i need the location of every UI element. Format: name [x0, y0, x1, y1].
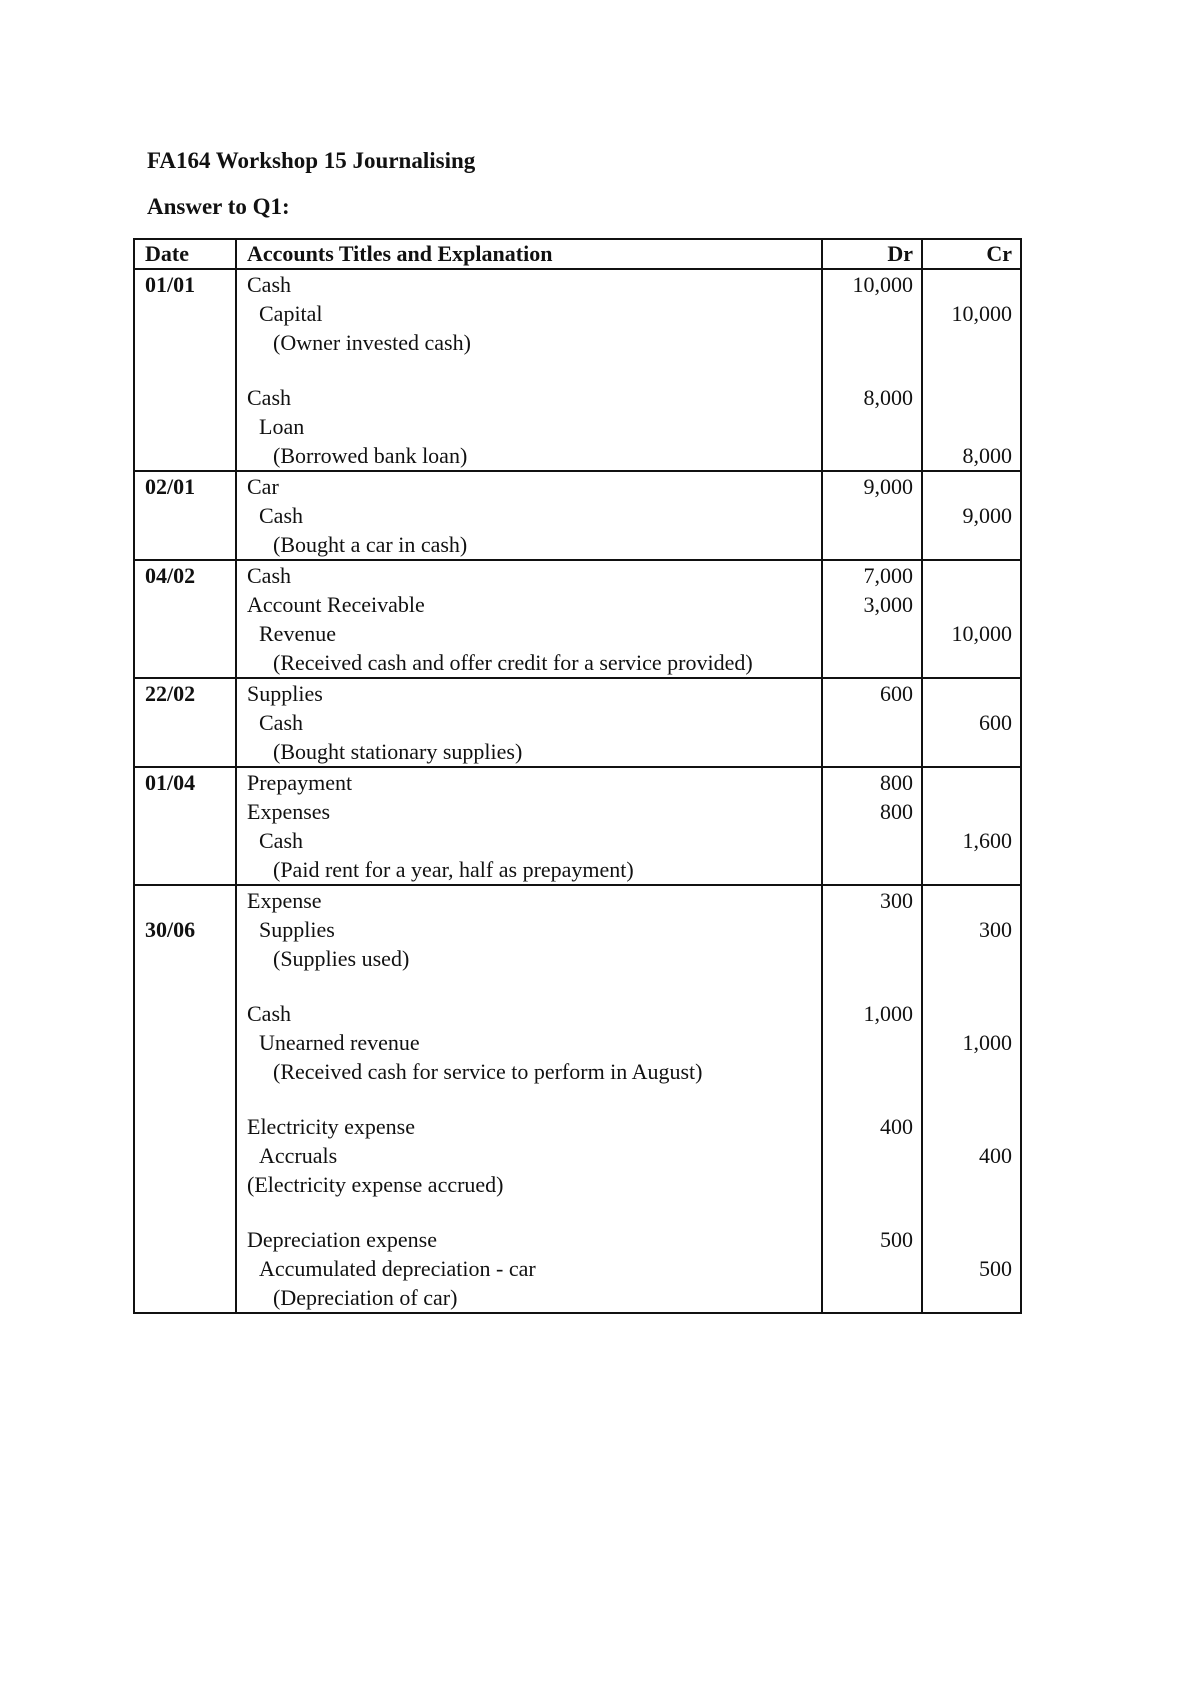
debit-amount: 7,000	[863, 563, 913, 588]
date-spacer	[145, 708, 235, 737]
journal-entry-row	[135, 470, 1020, 559]
entry-dr-cell	[823, 886, 923, 1312]
credit-amount	[923, 1086, 1012, 1112]
debit-amount	[823, 619, 913, 648]
entry-narration: (Owner invested cash)	[273, 330, 471, 355]
account-title: Cash	[259, 828, 303, 853]
debit-amount	[823, 826, 913, 855]
debit-amount	[823, 1057, 913, 1086]
account-title: Cash	[247, 385, 291, 410]
debit-amount	[823, 530, 913, 559]
date-spacer	[145, 886, 235, 915]
credit-amount	[923, 357, 1012, 383]
account-title: Revenue	[259, 621, 336, 646]
credit-amount: 1,000	[962, 1030, 1012, 1055]
credit-amount: 9,000	[962, 503, 1012, 528]
entry-cr-cell	[923, 679, 1020, 766]
date-spacer	[145, 441, 235, 470]
entry-accounts-cell	[237, 768, 823, 884]
credit-amount	[923, 1199, 1012, 1225]
credit-amount	[923, 886, 1012, 915]
credit-amount	[923, 679, 1012, 708]
debit-amount: 500	[880, 1227, 913, 1252]
entry-dr-cell	[823, 679, 923, 766]
date-spacer	[145, 855, 235, 884]
account-title: Supplies	[247, 681, 323, 706]
debit-amount: 600	[880, 681, 913, 706]
credit-amount: 10,000	[951, 621, 1012, 646]
entry-date: 01/04	[145, 770, 196, 795]
date-spacer	[145, 299, 235, 328]
entry-date-cell	[135, 561, 237, 677]
date-spacer	[145, 328, 235, 357]
debit-amount	[823, 1254, 913, 1283]
entry-cr-cell	[923, 472, 1020, 559]
date-spacer	[145, 1112, 235, 1141]
entry-dr-cell	[823, 561, 923, 677]
header-accounts: Accounts Titles and Explanation	[237, 240, 823, 268]
account-title: Depreciation expense	[247, 1227, 437, 1252]
date-spacer	[145, 1225, 235, 1254]
debit-amount	[823, 944, 913, 973]
debit-amount	[823, 1028, 913, 1057]
date-spacer	[145, 999, 235, 1028]
date-spacer	[145, 826, 235, 855]
credit-amount: 8,000	[962, 443, 1012, 468]
account-title: Car	[247, 474, 279, 499]
entry-dr-cell	[823, 270, 923, 470]
credit-amount: 1,600	[962, 828, 1012, 853]
credit-amount	[923, 270, 1012, 299]
account-title: Cash	[259, 503, 303, 528]
date-spacer	[145, 357, 235, 383]
account-title: Supplies	[259, 917, 335, 942]
entry-date-cell	[135, 270, 237, 470]
debit-amount	[823, 737, 913, 766]
entry-narration: (Supplies used)	[273, 946, 410, 971]
debit-amount: 8,000	[863, 385, 913, 410]
date-spacer	[145, 1283, 235, 1312]
credit-amount	[923, 648, 1012, 677]
debit-amount: 10,000	[852, 272, 913, 297]
entry-cr-cell	[923, 561, 1020, 677]
credit-amount	[923, 590, 1012, 619]
account-title: Cash	[247, 1001, 291, 1026]
entry-cr-cell	[923, 886, 1020, 1312]
credit-amount: 300	[979, 917, 1012, 942]
entry-accounts-cell	[237, 270, 823, 470]
journal-entry-row	[135, 268, 1020, 470]
credit-amount	[923, 797, 1012, 826]
account-title: (Electricity expense accrued)	[247, 1172, 504, 1197]
entry-accounts-cell	[237, 561, 823, 677]
debit-amount	[823, 501, 913, 530]
entry-date: 01/01	[145, 272, 196, 297]
account-title: Account Receivable	[247, 592, 425, 617]
entry-date: 22/02	[145, 681, 196, 706]
date-spacer	[145, 1086, 235, 1112]
debit-amount	[823, 357, 913, 383]
account-title: Expense	[247, 888, 322, 913]
credit-amount: 500	[979, 1256, 1012, 1281]
date-spacer	[145, 412, 235, 441]
credit-amount	[923, 768, 1012, 797]
line-spacer	[247, 973, 821, 999]
debit-amount	[823, 441, 913, 470]
entry-cr-cell	[923, 270, 1020, 470]
account-title: Cash	[247, 563, 291, 588]
debit-amount: 400	[880, 1114, 913, 1139]
entry-accounts-cell	[237, 886, 823, 1312]
date-spacer	[145, 1170, 235, 1199]
date-spacer	[145, 1254, 235, 1283]
credit-amount	[923, 383, 1012, 412]
entry-narration: (Received cash and offer credit for a service provided)	[273, 650, 753, 675]
account-title: Electricity expense	[247, 1114, 415, 1139]
debit-amount: 800	[880, 799, 913, 824]
debit-amount	[823, 412, 913, 441]
debit-amount	[823, 1086, 913, 1112]
debit-amount	[823, 648, 913, 677]
entry-narration: (Bought a car in cash)	[273, 532, 468, 557]
entry-narration: (Paid rent for a year, half as prepayment)	[273, 857, 634, 882]
account-title: Accruals	[259, 1143, 338, 1168]
entry-narration: (Borrowed bank loan)	[273, 443, 468, 468]
entry-date-cell	[135, 768, 237, 884]
journal-entries	[135, 268, 1020, 1312]
debit-amount: 9,000	[863, 474, 913, 499]
header-date: Date	[135, 240, 237, 268]
entry-accounts-cell	[237, 679, 823, 766]
line-spacer	[247, 1086, 821, 1112]
account-title: Cash	[259, 710, 303, 735]
entry-cr-cell	[923, 768, 1020, 884]
entry-accounts-cell	[237, 472, 823, 559]
debit-amount	[823, 328, 913, 357]
journal-table	[133, 238, 1022, 1314]
account-title: Prepayment	[247, 770, 353, 795]
header-dr: Dr	[823, 240, 923, 268]
credit-amount	[923, 328, 1012, 357]
credit-amount: 10,000	[951, 301, 1012, 326]
date-spacer	[145, 619, 235, 648]
date-spacer	[145, 590, 235, 619]
credit-amount	[923, 412, 1012, 441]
journal-entry-row	[135, 884, 1020, 1312]
date-spacer	[145, 501, 235, 530]
entry-date: 04/02	[145, 563, 196, 588]
date-spacer	[145, 1057, 235, 1086]
journal-entry-row	[135, 766, 1020, 884]
entry-narration: (Bought stationary supplies)	[273, 739, 523, 764]
credit-amount	[923, 855, 1012, 884]
debit-amount: 3,000	[863, 592, 913, 617]
header-cr: Cr	[986, 241, 1012, 266]
journal-entry-row	[135, 677, 1020, 766]
debit-amount	[823, 1141, 913, 1170]
page-title: FA164 Workshop 15 Journalising	[147, 148, 476, 173]
debit-amount	[823, 855, 913, 884]
debit-amount	[823, 915, 913, 944]
entry-date: 02/01	[145, 474, 196, 499]
entry-date: 30/06	[145, 917, 196, 942]
table-header-row	[135, 240, 1020, 268]
entry-date-cell	[135, 679, 237, 766]
date-spacer	[145, 797, 235, 826]
debit-amount	[823, 299, 913, 328]
date-spacer	[145, 383, 235, 412]
entry-date-cell	[135, 472, 237, 559]
account-title: Expenses	[247, 799, 331, 824]
credit-amount	[923, 1283, 1012, 1312]
question-heading: Answer to Q1:	[147, 194, 290, 219]
debit-amount	[823, 1199, 913, 1225]
credit-amount	[923, 561, 1012, 590]
date-spacer	[145, 944, 235, 973]
credit-amount	[923, 1225, 1012, 1254]
account-title: Accumulated depreciation - car	[259, 1256, 536, 1281]
account-title: Capital	[259, 301, 323, 326]
date-spacer	[145, 530, 235, 559]
credit-amount	[923, 1057, 1012, 1086]
debit-amount	[823, 973, 913, 999]
entry-dr-cell	[823, 768, 923, 884]
credit-amount: 600	[979, 710, 1012, 735]
journal-entry-row	[135, 559, 1020, 677]
date-spacer	[145, 973, 235, 999]
date-spacer	[145, 737, 235, 766]
entry-narration: (Depreciation of car)	[273, 1285, 458, 1310]
credit-amount	[923, 530, 1012, 559]
date-spacer	[145, 1028, 235, 1057]
account-title: Unearned revenue	[259, 1030, 420, 1055]
credit-amount	[923, 737, 1012, 766]
debit-amount	[823, 708, 913, 737]
credit-amount	[923, 1170, 1012, 1199]
credit-amount	[923, 999, 1012, 1028]
credit-amount: 400	[979, 1143, 1012, 1168]
account-title: Cash	[247, 272, 291, 297]
debit-amount	[823, 1170, 913, 1199]
line-spacer	[247, 357, 821, 383]
entry-narration: (Received cash for service to perform in August)	[273, 1059, 703, 1084]
entry-dr-cell	[823, 472, 923, 559]
debit-amount: 1,000	[863, 1001, 913, 1026]
credit-amount	[923, 1112, 1012, 1141]
credit-amount	[923, 944, 1012, 973]
account-title: Loan	[259, 414, 305, 439]
debit-amount: 300	[880, 888, 913, 913]
credit-amount	[923, 472, 1012, 501]
debit-amount: 800	[880, 770, 913, 795]
line-spacer	[247, 1199, 821, 1225]
date-spacer	[145, 648, 235, 677]
entry-date-cell	[135, 886, 237, 1312]
credit-amount	[923, 973, 1012, 999]
date-spacer	[145, 1141, 235, 1170]
date-spacer	[145, 1199, 235, 1225]
debit-amount	[823, 1283, 913, 1312]
